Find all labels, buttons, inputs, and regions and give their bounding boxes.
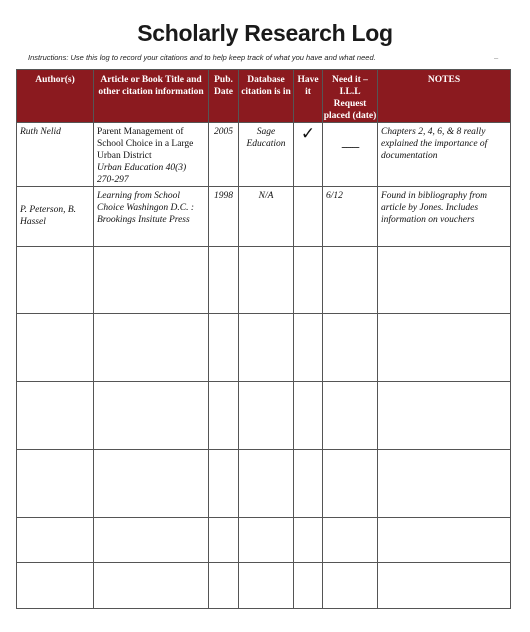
cell-title-source: Urban Education 40(3) 270-297	[97, 163, 187, 185]
cell-need-it: 6/12	[323, 187, 378, 247]
empty-cell	[94, 518, 209, 563]
empty-cell	[378, 450, 511, 518]
header-authors: Author(s)	[17, 70, 94, 123]
empty-cell	[294, 563, 323, 609]
empty-cell	[17, 450, 94, 518]
empty-cell	[17, 247, 94, 314]
table-row	[17, 187, 511, 247]
empty-cell	[378, 382, 511, 450]
empty-cell	[209, 450, 239, 518]
empty-cell	[294, 450, 323, 518]
empty-table-row	[17, 563, 511, 609]
empty-cell	[209, 314, 239, 382]
header-pub-date: Pub. Date	[209, 70, 239, 123]
empty-cell	[239, 450, 294, 518]
empty-cell	[323, 450, 378, 518]
cell-need-it-dashes: --------	[341, 143, 359, 153]
checkmark-icon: ✓	[300, 124, 316, 143]
cell-author: Ruth Nelid	[17, 123, 94, 187]
empty-cell	[209, 247, 239, 314]
empty-cell	[294, 382, 323, 450]
empty-cell	[94, 563, 209, 609]
cell-pub-date: 2005	[209, 123, 239, 187]
research-log-table	[16, 69, 511, 609]
empty-cell	[17, 314, 94, 382]
empty-cell	[378, 247, 511, 314]
empty-cell	[239, 518, 294, 563]
empty-table-row	[17, 518, 511, 563]
header-database: Database citation is in	[239, 70, 294, 123]
empty-cell	[239, 382, 294, 450]
header-have-it: Have it	[294, 70, 323, 123]
header-row	[17, 70, 511, 123]
empty-cell	[294, 314, 323, 382]
instructions-text	[28, 53, 499, 62]
stray-dash: –	[494, 53, 499, 62]
empty-cell	[323, 518, 378, 563]
cell-database: Sage Education	[239, 123, 294, 187]
empty-cell	[323, 563, 378, 609]
cell-notes: Chapters 2, 4, 6, & 8 really explained the importance of documentation	[378, 123, 511, 187]
empty-cell	[209, 518, 239, 563]
cell-title: Learning from School Choice Washingon D.C. : Brookings Insitute Press	[94, 187, 209, 247]
empty-cell	[323, 247, 378, 314]
empty-cell	[378, 563, 511, 609]
empty-cell	[94, 450, 209, 518]
table-row	[17, 123, 511, 187]
cell-have-it	[294, 123, 323, 187]
empty-table-row	[17, 247, 511, 314]
empty-cell	[209, 382, 239, 450]
cell-database: N/A	[239, 187, 294, 247]
empty-cell	[209, 563, 239, 609]
cell-pub-date: 1998	[209, 187, 239, 247]
empty-cell	[239, 247, 294, 314]
empty-table-row	[17, 314, 511, 382]
empty-cell	[94, 314, 209, 382]
empty-cell	[17, 518, 94, 563]
empty-cell	[17, 382, 94, 450]
empty-cell	[239, 563, 294, 609]
empty-cell	[294, 518, 323, 563]
empty-cell	[94, 247, 209, 314]
header-title-citation: Article or Book Title and other citation information	[94, 70, 209, 123]
cell-need-it	[323, 123, 378, 187]
cell-have-it	[294, 187, 323, 247]
empty-table-row	[17, 382, 511, 450]
cell-notes: Found in bibliography from article by Jones. Includes information on vouchers	[378, 187, 511, 247]
empty-cell	[378, 314, 511, 382]
cell-author: P. Peterson, B. Hassel	[17, 187, 94, 247]
instructions-label: Instructions: Use this log to record your citations and to help keep track of what you have and what need.	[28, 53, 376, 62]
empty-cell	[94, 382, 209, 450]
empty-cell	[323, 382, 378, 450]
empty-cell	[378, 518, 511, 563]
header-notes: NOTES	[378, 70, 511, 123]
page-title: Scholarly Research Log	[137, 20, 393, 46]
empty-cell	[323, 314, 378, 382]
empty-cell	[294, 247, 323, 314]
empty-cell	[17, 563, 94, 609]
empty-cell	[239, 314, 294, 382]
header-need-it-ill: Need it – I.L.L Request placed (date)	[323, 70, 378, 123]
cell-title-main: Parent Management of School Choice in a Large Urban District	[97, 127, 194, 161]
cell-title	[94, 123, 209, 187]
empty-table-row	[17, 450, 511, 518]
